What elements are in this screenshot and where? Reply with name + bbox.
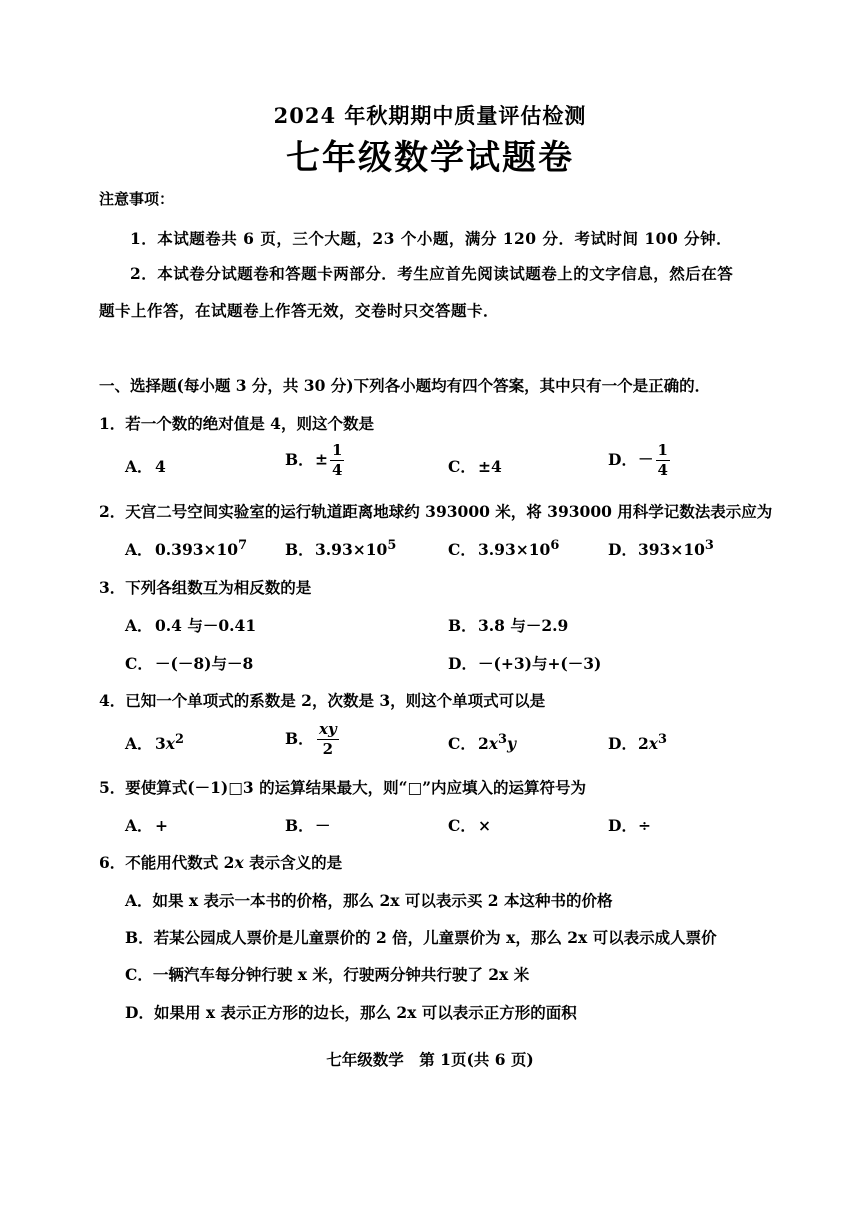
question-6-option-c: C．一辆汽车每分钟行驶 x 米，行驶两分钟共行驶了 2x 米 — [125, 965, 530, 984]
option-value: －(－8)与－8 — [155, 654, 254, 673]
option-exponent: 3 — [704, 538, 714, 553]
notice-item-2-line1: 2．本试卷分试题卷和答题卡两部分．考生应首先阅读试题卷上的文字信息，然后在答 — [130, 264, 734, 283]
option-label: B． — [285, 449, 314, 469]
option-exponent: 7 — [238, 538, 248, 553]
notice-item-1: 1．本试题卷共 6 页，三个大题，23 个小题，满分 120 分．考试时间 100 分钟． — [130, 229, 733, 248]
option-label: B． — [285, 816, 314, 835]
question-4-option-a — [125, 732, 184, 754]
option-label: A． — [125, 616, 153, 635]
page-footer: 七年级数学 第 1页(共 6 页) — [326, 1050, 534, 1069]
option-value: 4 — [155, 457, 166, 476]
question-1-option-d — [608, 443, 670, 478]
option-exponent: 2 — [175, 732, 185, 747]
question-4-stem: 4．已知一个单项式的系数是 2，次数是 3，则这个单项式可以是 — [99, 691, 546, 710]
question-2-option-d — [608, 538, 714, 560]
option-label: B． — [448, 616, 477, 635]
question-3-option-d — [448, 652, 601, 674]
fraction-numerator: 1 — [332, 441, 343, 459]
fraction-denominator: 4 — [332, 461, 343, 479]
fraction-denominator: 4 — [657, 461, 668, 479]
question-4-option-c — [448, 732, 516, 754]
option-label: D． — [608, 816, 637, 835]
option-exponent: 6 — [550, 538, 560, 553]
option-label: B． — [285, 540, 314, 560]
option-value: －(+3)与+(－3) — [478, 654, 602, 673]
option-label: D． — [608, 734, 637, 754]
option-label: C． — [448, 816, 476, 835]
option-label: B． — [285, 728, 314, 748]
option-value: 0.4 与－0.41 — [155, 616, 257, 635]
option-label: C． — [448, 540, 476, 560]
option-base: 393×10 — [638, 540, 705, 560]
option-prefix: ± — [315, 449, 328, 469]
option-base: 3.93×10 — [315, 540, 388, 560]
option-coefficient: 2 — [638, 734, 649, 754]
option-exponent: 3 — [658, 732, 668, 747]
question-6-option-a: A．如果 x 表示一本书的价格，那么 2x 可以表示买 2 本这种书的价格 — [125, 891, 613, 910]
option-value: － — [315, 816, 331, 835]
question-3-option-a — [125, 614, 256, 636]
option-label: A． — [125, 734, 153, 754]
question-2-option-c — [448, 538, 559, 560]
fraction — [330, 443, 344, 478]
option-label: C． — [448, 734, 476, 754]
question-3-option-c — [125, 652, 253, 674]
question-3-option-b — [448, 614, 568, 636]
exam-subtitle: 2024 年秋期期中质量评估检测 — [273, 103, 587, 128]
option-label: D． — [448, 654, 477, 673]
question-5-option-d — [608, 814, 651, 836]
fraction-numerator: xy — [319, 720, 337, 738]
stem-text: 表示含义的是 — [243, 853, 343, 872]
question-2-option-b — [285, 538, 396, 560]
fraction-denominator: 2 — [322, 740, 334, 758]
question-4-option-b — [285, 722, 339, 757]
option-coefficient: 2 — [478, 734, 489, 754]
option-label: D． — [608, 540, 637, 560]
option-variable: x — [648, 734, 659, 754]
option-variable: x — [165, 734, 176, 754]
fraction — [317, 722, 339, 757]
option-coefficient: 3 — [155, 734, 166, 754]
fraction-numerator: 1 — [657, 441, 668, 459]
question-6-option-d: D．如果用 x 表示正方形的边长，那么 2x 可以表示正方形的面积 — [125, 1003, 577, 1022]
question-1-option-b — [285, 443, 344, 478]
option-value: + — [155, 816, 168, 835]
option-base: 0.393×10 — [155, 540, 239, 560]
option-label: C． — [125, 654, 153, 673]
question-4-option-d — [608, 732, 667, 754]
section-1-title: 一、选择题(每小题 3 分，共 30 分)下列各小题均有四个答案，其中只有一个是正确的． — [99, 376, 711, 395]
option-prefix: － — [638, 449, 654, 469]
question-2-stem: 2．天宫二号空间实验室的运行轨道距离地球约 393000 米，将 393000 用科学记数法表示应为 — [99, 502, 773, 521]
option-exponent: 3 — [498, 732, 508, 747]
question-1-option-a — [125, 455, 166, 477]
exam-title: 七年级数学试题卷 — [286, 138, 574, 178]
question-6-option-b: B．若某公园成人票价是儿童票价的 2 倍，儿童票价为 x，那么 2x 可以表示成人票价 — [125, 928, 717, 947]
question-6-stem — [99, 851, 342, 873]
stem-variable: x — [234, 853, 244, 872]
notice-item-2-line2: 题卡上作答，在试题卷上作答无效，交卷时只交答题卡． — [99, 301, 500, 320]
option-value: × — [478, 816, 491, 835]
question-3-stem: 3．下列各组数互为相反数的是 — [99, 578, 312, 597]
question-5-stem: 5．要使算式(－1)□3 的运算结果最大，则“□”内应填入的运算符号为 — [99, 778, 587, 797]
option-label: D． — [608, 449, 637, 469]
fraction — [656, 443, 670, 478]
option-value: ±4 — [478, 457, 502, 476]
question-5-option-c — [448, 814, 491, 836]
option-value: 3.8 与－2.9 — [478, 616, 569, 635]
option-label: A． — [125, 457, 153, 476]
stem-text: 6．不能用代数式 2 — [99, 853, 235, 872]
option-exponent: 5 — [387, 538, 397, 553]
option-value: ÷ — [638, 816, 651, 835]
question-1-stem: 1．若一个数的绝对值是 4，则这个数是 — [99, 414, 374, 433]
option-label: A． — [125, 540, 153, 560]
question-5-option-b — [285, 814, 331, 836]
option-base: 3.93×10 — [478, 540, 551, 560]
option-variable: y — [507, 734, 517, 754]
option-label: A． — [125, 816, 153, 835]
question-2-option-a — [125, 538, 247, 560]
question-5-option-a — [125, 814, 168, 836]
question-1-option-c — [448, 455, 502, 477]
option-label: C． — [448, 457, 476, 476]
option-variable: x — [488, 734, 499, 754]
notice-title: 注意事项： — [99, 190, 175, 208]
